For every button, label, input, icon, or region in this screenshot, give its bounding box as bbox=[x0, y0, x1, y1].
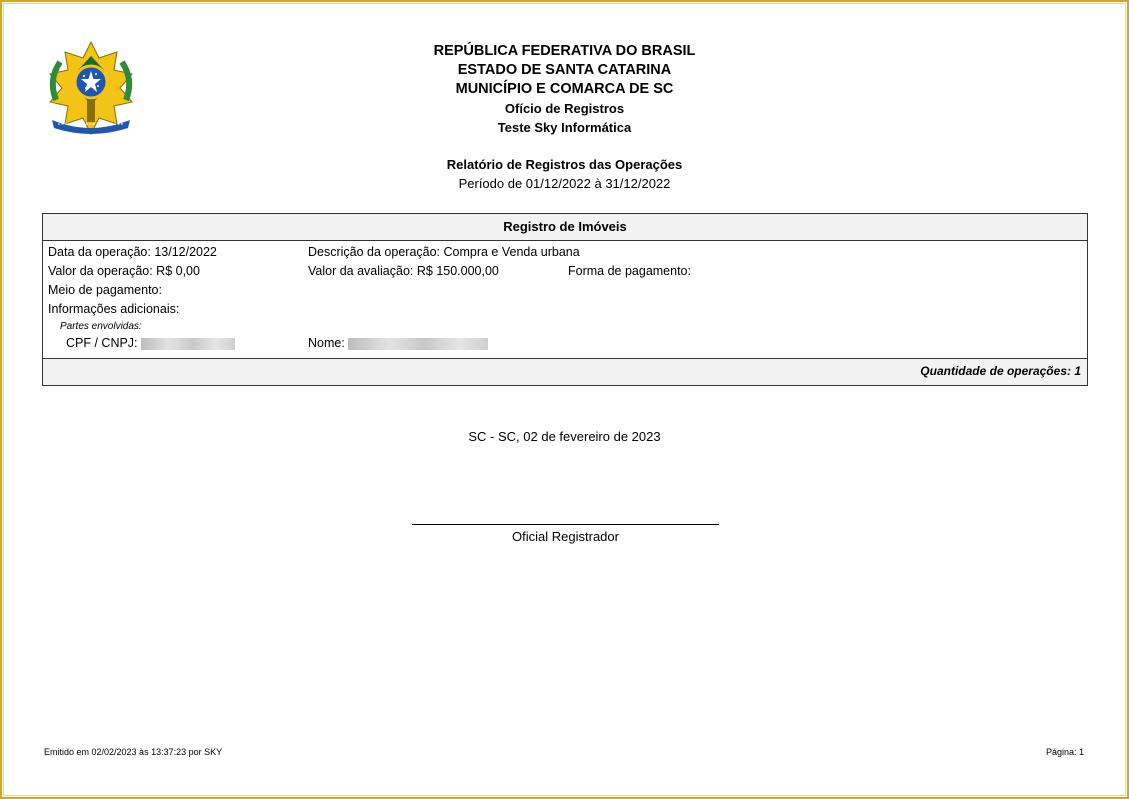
state-title: ESTADO DE SANTA CATARINA bbox=[457, 62, 672, 78]
payment-form: Forma de pagamento: bbox=[568, 264, 691, 278]
emitted-info: Emitido em 02/02/2023 às 13:37:23 por SKY bbox=[44, 747, 223, 757]
cpf-label: CPF / CNPJ: bbox=[66, 336, 138, 350]
name-label: Nome: bbox=[308, 336, 345, 350]
redacted-cpf bbox=[141, 338, 235, 350]
cpf-row bbox=[66, 336, 235, 350]
report-title: Relatório de Registros das Operações bbox=[446, 157, 683, 172]
company-name: Teste Sky Informática bbox=[497, 120, 632, 135]
operations-section bbox=[42, 213, 1088, 386]
payment-method: Meio de pagamento: bbox=[48, 283, 162, 297]
republic-title: REPÚBLICA FEDERATIVA DO BRASIL bbox=[433, 43, 696, 59]
operations-count: Quantidade de operações: 1 bbox=[43, 358, 1087, 385]
page-number: Página: 1 bbox=[1045, 747, 1084, 757]
additional-info: Informações adicionais: bbox=[48, 302, 180, 316]
operation-description: Descrição da operação: Compra e Venda urbana bbox=[308, 245, 580, 259]
report-header bbox=[2, 42, 1127, 193]
municipality-title: MUNICÍPIO E COMARCA DE SC bbox=[455, 81, 674, 97]
section-title: Registro de Imóveis bbox=[43, 214, 1087, 241]
redacted-name bbox=[348, 338, 488, 350]
parties-label: Partes envolvidas: bbox=[60, 321, 142, 332]
report-period: Período de 01/12/2022 à 31/12/2022 bbox=[458, 176, 671, 191]
operation-value: Valor da operação: R$ 0,00 bbox=[48, 264, 200, 278]
signature-label: Oficial Registrador bbox=[512, 529, 619, 544]
office-name: Ofício de Registros bbox=[504, 101, 625, 116]
appraisal-value: Valor da avaliação: R$ 150.000,00 bbox=[308, 264, 499, 278]
place-date: SC - SC, 02 de fevereiro de 2023 bbox=[468, 429, 661, 444]
name-row bbox=[308, 336, 488, 350]
signature-line bbox=[412, 524, 719, 525]
operation-date: Data da operação: 13/12/2022 bbox=[48, 245, 217, 259]
